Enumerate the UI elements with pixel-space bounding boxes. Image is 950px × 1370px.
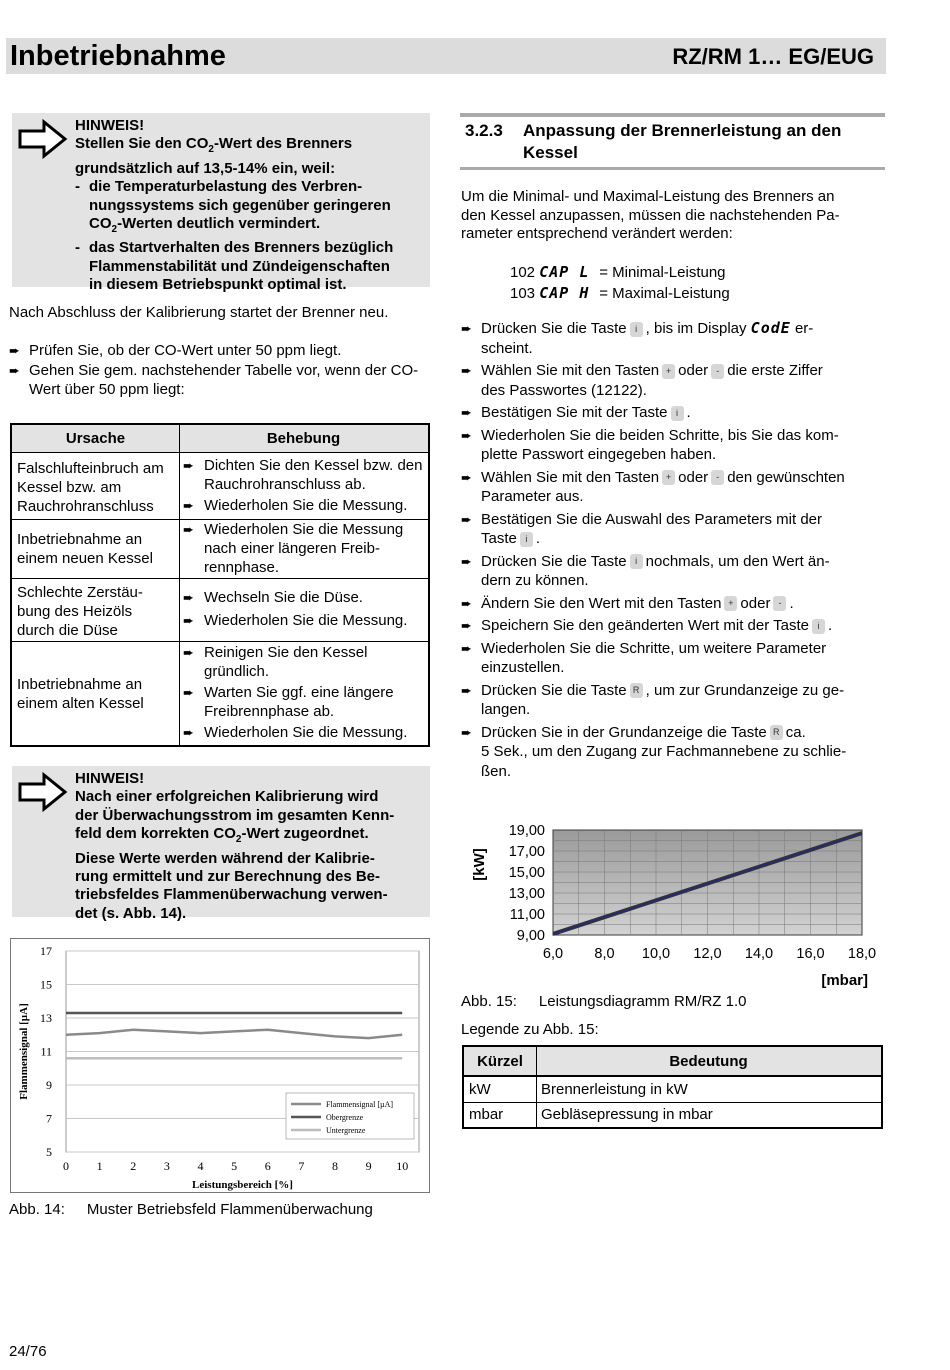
parameter-item: 102 CAP L = Minimal-Leistung xyxy=(510,263,726,281)
plus-key-icon: + xyxy=(662,364,675,379)
plus-key-icon: + xyxy=(662,470,675,485)
parameter-item: 103 CAP H = Maximal-Leistung xyxy=(510,284,730,302)
note-text xyxy=(75,117,422,295)
x-tick-label: 5 xyxy=(231,1159,238,1173)
y-axis-label: Flammensignal [µA] xyxy=(18,1003,30,1100)
table-header-fix: Behebung xyxy=(179,425,428,453)
code-display: CodE xyxy=(750,319,791,337)
table-cell-cause: Schlechte Zerstäu-bung des Heizöls durch die Düse xyxy=(17,584,143,639)
legend-label: Flammensignal [µA] xyxy=(326,1100,394,1109)
figure-caption: Abb. 15: Leistungsdiagramm RM/RZ 1.0 xyxy=(461,993,747,1010)
x-tick-label: 8,0 xyxy=(594,946,615,962)
info-key-icon: i xyxy=(812,619,825,634)
note-text: HINWEIS! Nach einer erfolgreichen Kalibrierung wird der Überwachungsstrom im gesamten Kenn- feld dem korrekten $CO_2$-Wert zugeordnet. Diese Werte werden während der Kalibrie- rung ermittelt und zur Berechnung des Be- triebsfeldes Flammenüberwachung verwen- det (s. Abb. 14). xyxy=(75,770,422,923)
model-label: RZ/RM 1… EG/EUG xyxy=(672,44,874,69)
x-axis-label: [mbar] xyxy=(821,972,868,989)
x-axis-label: Leistungsbereich [%] xyxy=(192,1179,293,1191)
table-cell-cause: Falschlufteinbruch am Kessel bzw. am Rauchrohranschluss xyxy=(17,460,164,515)
x-tick-label: 3 xyxy=(163,1159,170,1173)
x-tick-label: 0 xyxy=(63,1159,69,1173)
table-cell-fix: ➨ Wiederholen Sie die Messung nach einer längeren Freib-rennphase. xyxy=(180,520,430,577)
step-item: ➨ Drücken Sie die Taste i , bis im Display CodE er- scheint. xyxy=(461,319,886,358)
x-tick-label: 14,0 xyxy=(744,946,774,962)
section-divider xyxy=(460,167,885,170)
abbreviation-table xyxy=(462,1045,883,1129)
after-calibration-text: Nach Abschluss der Kalibrierung startet der Brenner neu. xyxy=(9,304,389,321)
x-tick-label: 18,0 xyxy=(847,946,877,962)
step-item: ➨ Ändern Sie den Wert mit den Tasten + oder - . xyxy=(461,594,886,614)
power-chart xyxy=(465,818,885,993)
info-key-icon: i xyxy=(630,322,643,337)
minus-key-icon: - xyxy=(711,470,724,485)
step-item: ➨ Wählen Sie mit den Tasten + oder - die erste Ziffer des Passwortes (12122). xyxy=(461,361,886,400)
minus-key-icon: - xyxy=(773,596,786,611)
x-tick-label: 10 xyxy=(396,1159,409,1173)
note-title: HINWEIS! xyxy=(75,117,145,134)
x-tick-label: 6,0 xyxy=(542,946,564,962)
table-cell-cause: Inbetriebnahme an einem neuen Kessel xyxy=(17,531,153,567)
step-item: ➨ Drücken Sie in der Grundanzeige die Taste R ca. 5 Sek., um den Zugang zur Fachmannebene zu schlie- ßen. xyxy=(461,723,886,782)
y-tick-label: 7 xyxy=(46,1111,52,1126)
y-tick-label: 17 xyxy=(40,944,52,958)
table-cell-cause: Inbetriebnahme an einem alten Kessel xyxy=(17,676,144,712)
hint-arrow-icon xyxy=(18,119,68,159)
y-tick-label: 5 xyxy=(46,1145,52,1159)
y-tick-label: 15,00 xyxy=(508,865,545,881)
table-cell-abbr: kW xyxy=(469,1081,491,1098)
info-key-icon: i xyxy=(630,554,643,569)
table-cell-fix: ➨ Dichten Sie den Kessel bzw. den Rauchrohranschluss ab. ➨ Wiederholen Sie die Messung. xyxy=(180,456,430,515)
step-item: ➨ Speichern Sie den geänderten Wert mit der Taste i . xyxy=(461,616,886,636)
x-tick-label: 6 xyxy=(264,1159,271,1173)
section-intro: Um die Minimal- und Maximal-Leistung des Brenners an den Kessel anzupassen, müssen die nachstehenden Pa- rameter entsprechend verändert werden: xyxy=(461,188,840,242)
x-tick-label: 1 xyxy=(96,1159,103,1173)
page-header xyxy=(6,38,886,74)
table-cell-meaning: Gebläsepressung in mbar xyxy=(541,1106,713,1123)
x-tick-label: 7 xyxy=(298,1159,305,1173)
step-item: ➨ Drücken Sie die Taste i nochmals, um den Wert än- dern zu können. xyxy=(461,552,886,591)
section-number: 3.2.3 xyxy=(465,121,503,140)
x-tick-label: 12,0 xyxy=(693,946,722,962)
y-tick-label: 11 xyxy=(40,1044,52,1059)
cause-table xyxy=(10,423,430,747)
x-tick-label: 10,0 xyxy=(641,946,671,962)
y-tick-label: 13,00 xyxy=(508,886,545,902)
note-item: - die Temperaturbelastung des Verbren- nungssystems sich gegenüber geringeren $CO_2$-Werten deutlich vermindert. xyxy=(75,178,422,239)
y-tick-label: 19,00 xyxy=(508,823,545,839)
table-header-cause: Ursache xyxy=(12,425,179,453)
section-heading xyxy=(465,120,885,164)
y-tick-label: 15 xyxy=(40,977,52,992)
step-item: ➨ Wählen Sie mit den Tasten + oder - den gewünschten Parameter aus. xyxy=(461,468,886,507)
y-tick-label: 9 xyxy=(46,1078,52,1092)
step-item: ➨ Wiederholen Sie die beiden Schritte, bis Sie das kom- plette Passwort eingegeben haben. xyxy=(461,426,886,465)
note-line: grundsätzlich auf 13,5-14% ein, weil: xyxy=(75,159,336,177)
x-tick-label: 8 xyxy=(331,1159,338,1173)
legend-label: Obergrenze xyxy=(326,1113,364,1122)
step-item: ➨ Wiederholen Sie die Schritte, um weitere Parameter einzustellen. xyxy=(461,639,886,678)
note-item: - das Startverhalten des Brenners bezüglich Flammenstabilität und Zündeigenschaften in diesem Betriebspunkt optimal ist. xyxy=(75,239,422,294)
step-item: ➨ Bestätigen Sie die Auswahl des Parameters mit der Taste i . xyxy=(461,510,886,549)
y-tick-label: 11,00 xyxy=(509,907,545,923)
note-box xyxy=(12,766,430,922)
section-divider xyxy=(460,113,885,117)
note-box xyxy=(12,113,430,294)
plus-key-icon: + xyxy=(724,596,737,611)
y-tick-label: 9,00 xyxy=(516,928,545,944)
y-tick-label: 17,00 xyxy=(508,844,545,860)
info-key-icon: i xyxy=(520,532,533,547)
reset-key-icon: R xyxy=(630,683,643,698)
x-tick-label: 16,0 xyxy=(796,946,825,962)
x-tick-label: 4 xyxy=(197,1159,204,1173)
table-cell-abbr: mbar xyxy=(469,1106,504,1123)
minus-key-icon: - xyxy=(711,364,724,379)
table-cell-fix: ➨ Reinigen Sie den Kessel gründlich. ➨ Warten Sie ggf. eine längere Freibrennphase ab. ➨ Wiederholen Sie die Messung. xyxy=(180,643,430,742)
legend-title: Legende zu Abb. 15: xyxy=(461,1021,599,1038)
table-cell-meaning: Brennerleistung in kW xyxy=(541,1081,688,1098)
page-number: 24/76 xyxy=(9,1343,47,1360)
step-item: ➨ Drücken Sie die Taste R , um zur Grundanzeige zu ge- langen. xyxy=(461,681,886,720)
reset-key-icon: R xyxy=(770,725,783,740)
page-title: Inbetriebnahme xyxy=(10,40,226,72)
left-steps xyxy=(9,341,424,400)
table-cell-fix: ➨ Wechseln Sie die Düse. ➨ Wiederholen Sie die Messung. xyxy=(180,588,430,630)
legend-label: Untergrenze xyxy=(326,1126,366,1135)
step-item: ➨ Gehen Sie gem. nachstehender Tabelle vor, wenn der CO-Wert über 50 ppm liegt: xyxy=(9,361,424,400)
table-header-abbr: Kürzel xyxy=(477,1053,523,1070)
figure-caption: Abb. 14: Muster Betriebsfeld Flammenüberwachung xyxy=(9,1201,373,1218)
step-item: ➨ Prüfen Sie, ob der CO-Wert unter 50 ppm liegt. xyxy=(9,341,424,361)
note-title: HINWEIS! xyxy=(75,770,145,787)
table-header-meaning: Bedeutung xyxy=(669,1053,748,1070)
x-tick-label: 9 xyxy=(365,1159,372,1173)
x-tick-label: 2 xyxy=(130,1159,137,1173)
parameter-list xyxy=(510,262,730,304)
right-steps xyxy=(461,319,886,781)
step-item: ➨ Bestätigen Sie mit der Taste i . xyxy=(461,403,886,423)
y-tick-label: 13 xyxy=(40,1011,52,1025)
info-key-icon: i xyxy=(671,406,684,421)
section-title: Anpassung der Brennerleistung an den Kessel xyxy=(523,121,842,162)
hint-arrow-icon xyxy=(18,772,68,812)
y-axis-label: [kW] xyxy=(471,848,488,881)
flame-signal-chart xyxy=(11,939,428,1191)
figure-flame-monitoring xyxy=(10,938,430,1193)
note-line: Stellen Sie den $CO_2$-Wert des Brenners xyxy=(75,135,353,156)
figure-power-diagram xyxy=(465,818,885,993)
